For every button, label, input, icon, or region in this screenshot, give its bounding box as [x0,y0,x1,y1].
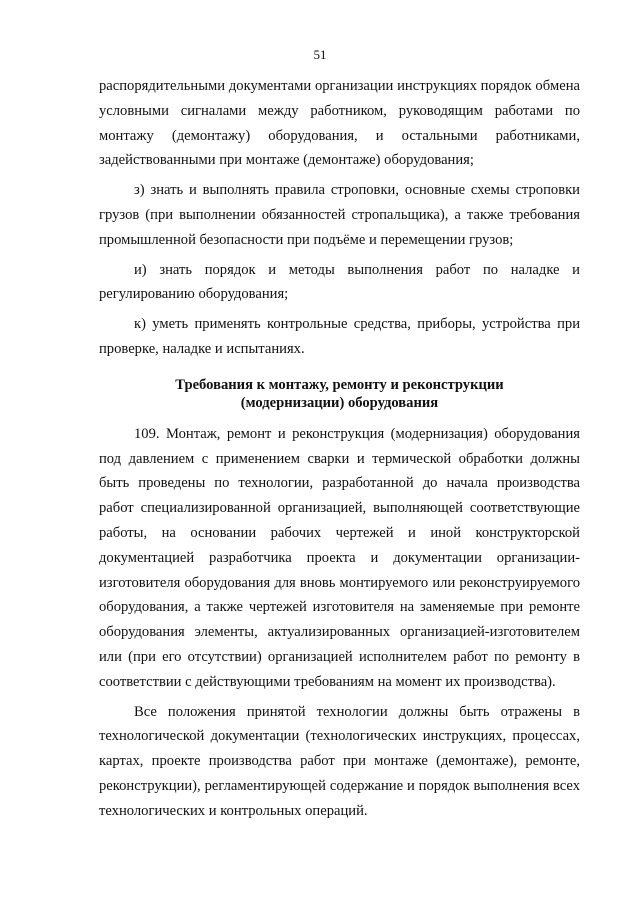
paragraph-109: 109. Монтаж, ремонт и реконструкция (модернизация) оборудования под давлением с применением сварки и термической обработки должны быть проведены по технологии, разработанной до начала производства работ специализированной организацией, выполняющей соответствующие работы, на основании рабочих чертежей и иной конструкторской документацией разработчика проекта и документации организации-изготовителя оборудования для вновь монтируемого или реконструируемого оборудования, а также чертежей изготовителя на заменяемые при ремонте оборудования элементы, актуализированных организацией-изготовителем или (при его отсутствии) организацией исполнителем работ по ремонту в соответствии с действующими требованиям на момент их производства). [99,425,580,690]
paragraph-item-i: и) знать порядок и методы выполнения работ по наладке и регулированию оборудования; [99,261,580,303]
paragraph-technology: Все положения принятой технологии должны быть отражены в технологической документации (технологических инструкциях, процессах, картах, проекте производства работ при монтаже (демонтаже), ремонте, реконструкции), регламентирующей содержание и порядок выполнения всех технологических и контрольных операций. [99,703,580,819]
document-body [99,74,580,829]
section-heading-line-1: Требования к монтажу, ремонту и реконструкции [175,376,504,393]
section-heading [99,376,580,412]
paragraph-item-z: з) знать и выполнять правила строповки, основные схемы строповки грузов (при выполнении обязанностей стропальщика), а также требования промышленной безопасности при подъёме и перемещении грузов; [99,182,580,248]
section-heading-line-2: (модернизации) оборудования [240,394,439,411]
paragraph-item-k: к) уметь применять контрольные средства, приборы, устройства при проверке, наладке и испытаниях. [99,316,580,357]
page-number: 51 [313,47,327,62]
paragraph-continuation: распорядительными документами организации инструкциях порядок обмена условными сигналами между работником, руководящим работами по монтажу (демонтажу) оборудования, и остальными работниками, задействованными при монтаже (демонтаже) оборудования; [99,78,580,169]
